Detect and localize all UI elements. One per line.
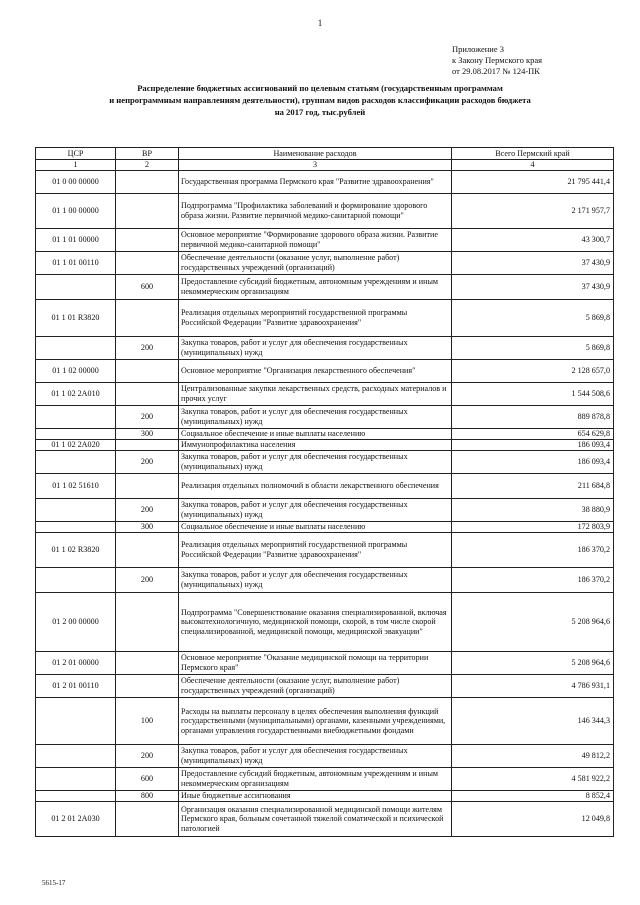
- row-name: Основное мероприятие "Формирование здорового образа жизни. Развитие первичной медико-санитарной помощи": [179, 229, 452, 252]
- row-vr: [116, 229, 179, 252]
- table-row: [36, 698, 614, 745]
- row-csr: 01 2 01 00000: [36, 652, 116, 675]
- row-sum: 1 544 508,6: [452, 383, 614, 406]
- table-row: [36, 194, 614, 229]
- row-sum: 186 093,4: [452, 451, 614, 474]
- row-sum: 654 629,8: [452, 429, 614, 440]
- table-body: [36, 171, 614, 837]
- row-sum: 2 128 657,0: [452, 360, 614, 383]
- row-vr: 200: [116, 499, 179, 522]
- column-number: 2: [116, 160, 179, 171]
- row-sum: 12 049,8: [452, 802, 614, 837]
- row-sum: 21 795 441,4: [452, 171, 614, 194]
- table-row: [36, 568, 614, 593]
- table-row: [36, 802, 614, 837]
- row-csr: 01 1 02 2А020: [36, 440, 116, 451]
- row-csr: 01 2 01 2А030: [36, 802, 116, 837]
- table-row: [36, 300, 614, 337]
- row-vr: [116, 300, 179, 337]
- row-vr: 300: [116, 429, 179, 440]
- row-name: Организация оказания специализированной медицинской помощи жителям Пермского края, больным сочетанной тяжелой соматической и психической патологией: [179, 802, 452, 837]
- row-csr: 01 1 02 2А010: [36, 383, 116, 406]
- row-vr: 200: [116, 451, 179, 474]
- table-row: [36, 406, 614, 429]
- row-sum: 186 370,2: [452, 568, 614, 593]
- row-sum: 4 581 922,2: [452, 768, 614, 791]
- row-name: Предоставление субсидий бюджетным, автономным учреждениям и иным некоммерческим организациям: [179, 275, 452, 300]
- table-row: [36, 360, 614, 383]
- row-vr: 600: [116, 275, 179, 300]
- row-name: Социальное обеспечение и иные выплаты населению: [179, 522, 452, 533]
- column-number: 1: [36, 160, 116, 171]
- row-name: Предоставление субсидий бюджетным, автономным учреждениям и иным некоммерческим организациям: [179, 768, 452, 791]
- row-name: Централизованные закупки лекарственных средств, расходных материалов и прочих услуг: [179, 383, 452, 406]
- row-name: Закупка товаров, работ и услуг для обеспечения государственных (муниципальных) нужд: [179, 337, 452, 360]
- row-vr: [116, 533, 179, 568]
- row-csr: [36, 451, 116, 474]
- document-code: 5615-17: [42, 879, 66, 887]
- table-row: [36, 768, 614, 791]
- row-name: Иммунопрофилактика населения: [179, 440, 452, 451]
- row-csr: 01 1 02 00000: [36, 360, 116, 383]
- row-csr: [36, 429, 116, 440]
- table-row: [36, 675, 614, 698]
- row-sum: 5 208 964,6: [452, 652, 614, 675]
- document-title: [40, 82, 600, 118]
- row-sum: 5 869,8: [452, 300, 614, 337]
- row-sum: 43 300,7: [452, 229, 614, 252]
- row-sum: 146 344,3: [452, 698, 614, 745]
- row-name: Закупка товаров, работ и услуг для обеспечения государственных (муниципальных) нужд: [179, 568, 452, 593]
- row-csr: [36, 791, 116, 802]
- table-row: [36, 252, 614, 275]
- row-vr: 800: [116, 791, 179, 802]
- row-vr: [116, 171, 179, 194]
- row-vr: [116, 440, 179, 451]
- row-csr: 01 2 01 00110: [36, 675, 116, 698]
- row-csr: [36, 522, 116, 533]
- table-row: [36, 652, 614, 675]
- row-csr: 01 2 00 00000: [36, 593, 116, 652]
- appendix-line: Приложение 3: [452, 44, 504, 54]
- header-csr: ЦСР: [36, 148, 116, 160]
- row-csr: [36, 337, 116, 360]
- row-vr: [116, 474, 179, 499]
- table-row: [36, 229, 614, 252]
- row-sum: 49 812,2: [452, 745, 614, 768]
- table-row: [36, 383, 614, 406]
- row-vr: [116, 360, 179, 383]
- row-sum: 38 880,9: [452, 499, 614, 522]
- header-sum: Всего Пермский край: [452, 148, 614, 160]
- row-vr: 200: [116, 337, 179, 360]
- row-csr: 01 1 00 00000: [36, 194, 116, 229]
- row-vr: [116, 675, 179, 698]
- table-row: [36, 533, 614, 568]
- row-name: Закупка товаров, работ и услуг для обеспечения государственных (муниципальных) нужд: [179, 745, 452, 768]
- row-sum: 37 430,9: [452, 275, 614, 300]
- row-sum: 186 093,4: [452, 440, 614, 451]
- table-column-numbers-row: [36, 160, 614, 171]
- row-name: Основное мероприятие "Организация лекарственного обеспечения": [179, 360, 452, 383]
- row-vr: 300: [116, 522, 179, 533]
- title-line: и непрограммным направлениям деятельности), группам видов расходов классификации расходов бюджета: [109, 95, 531, 105]
- row-csr: [36, 275, 116, 300]
- row-sum: 889 878,8: [452, 406, 614, 429]
- row-csr: [36, 745, 116, 768]
- table-header-row: [36, 148, 614, 160]
- row-sum: 4 786 931,1: [452, 675, 614, 698]
- page-number: 1: [317, 18, 323, 28]
- row-name: Обеспечение деятельности (оказание услуг, выполнение работ) государственных учреждений (организаций): [179, 675, 452, 698]
- row-vr: 200: [116, 568, 179, 593]
- row-vr: [116, 383, 179, 406]
- row-name: Расходы на выплаты персоналу в целях обеспечения выполнения функций государственными (муниципальными) органами, казенными учреждениями, органами управления государственными внебюджетными фондами: [179, 698, 452, 745]
- row-sum: 172 803,9: [452, 522, 614, 533]
- row-name: Подпрограмма "Совершенствование оказания специализированной, включая высокотехнологичную, медицинской помощи, скорой, в том числе скорой специализированной, медицинской помощи, медицинской эвакуации": [179, 593, 452, 652]
- row-vr: 200: [116, 745, 179, 768]
- row-name: Государственная программа Пермского края "Развитие здравоохранения": [179, 171, 452, 194]
- row-sum: 37 430,9: [452, 252, 614, 275]
- row-vr: [116, 652, 179, 675]
- table-row: [36, 440, 614, 451]
- table-row: [36, 451, 614, 474]
- row-csr: 01 1 02 R3820: [36, 533, 116, 568]
- row-csr: 01 0 00 00000: [36, 171, 116, 194]
- row-name: Подпрограмма "Профилактика заболеваний и формирование здорового образа жизни. Развитие первичной медико-санитарной помощи": [179, 194, 452, 229]
- title-line: на 2017 год, тыс.рублей: [274, 107, 366, 117]
- row-name: Социальное обеспечение и иные выплаты населению: [179, 429, 452, 440]
- row-sum: 186 370,2: [452, 533, 614, 568]
- title-line: Распределение бюджетных ассигнований по целевым статьям (государственным программам: [137, 83, 503, 93]
- row-csr: [36, 698, 116, 745]
- row-name: Реализация отдельных мероприятий государственной программы Российской Федерации "Развитие здравоохранения": [179, 533, 452, 568]
- row-name: Обеспечение деятельности (оказание услуг, выполнение работ) государственных учреждений (организаций): [179, 252, 452, 275]
- table-row: [36, 429, 614, 440]
- row-csr: 01 1 02 51610: [36, 474, 116, 499]
- budget-table: [35, 147, 614, 837]
- row-name: Закупка товаров, работ и услуг для обеспечения государственных (муниципальных) нужд: [179, 406, 452, 429]
- row-sum: 8 852,4: [452, 791, 614, 802]
- row-vr: [116, 593, 179, 652]
- table-row: [36, 499, 614, 522]
- row-csr: 01 1 01 R3820: [36, 300, 116, 337]
- table-row: [36, 593, 614, 652]
- table-row: [36, 522, 614, 533]
- row-name: Закупка товаров, работ и услуг для обеспечения государственных (муниципальных) нужд: [179, 451, 452, 474]
- row-csr: 01 1 01 00000: [36, 229, 116, 252]
- header-vr: ВР: [116, 148, 179, 160]
- header-name: Наименование расходов: [179, 148, 452, 160]
- row-vr: [116, 802, 179, 837]
- row-name: Иные бюджетные ассигнования: [179, 791, 452, 802]
- row-sum: 5 208 964,6: [452, 593, 614, 652]
- row-vr: 200: [116, 406, 179, 429]
- row-csr: 01 1 01 00110: [36, 252, 116, 275]
- row-sum: 2 171 957,7: [452, 194, 614, 229]
- appendix-line: к Закону Пермского края: [452, 55, 543, 65]
- row-csr: [36, 768, 116, 791]
- table-row: [36, 171, 614, 194]
- row-sum: 5 869,8: [452, 337, 614, 360]
- row-name: Закупка товаров, работ и услуг для обеспечения государственных (муниципальных) нужд: [179, 499, 452, 522]
- table-row: [36, 791, 614, 802]
- table-row: [36, 275, 614, 300]
- appendix-line: от 29.08.2017 № 124-ПК: [452, 66, 540, 76]
- row-name: Реализация отдельных полномочий в области лекарственного обеспечения: [179, 474, 452, 499]
- row-vr: [116, 194, 179, 229]
- row-sum: 211 684,8: [452, 474, 614, 499]
- row-csr: [36, 568, 116, 593]
- appendix-reference: [452, 44, 602, 77]
- table-row: [36, 474, 614, 499]
- row-csr: [36, 406, 116, 429]
- row-vr: 600: [116, 768, 179, 791]
- table-row: [36, 337, 614, 360]
- column-number: 3: [179, 160, 452, 171]
- table-row: [36, 745, 614, 768]
- row-vr: [116, 252, 179, 275]
- row-name: Основное мероприятие "Оказание медицинской помощи на территории Пермского края": [179, 652, 452, 675]
- row-vr: 100: [116, 698, 179, 745]
- row-csr: [36, 499, 116, 522]
- row-name: Реализация отдельных мероприятий государственной программы Российской Федерации "Развитие здравоохранения": [179, 300, 452, 337]
- column-number: 4: [452, 160, 614, 171]
